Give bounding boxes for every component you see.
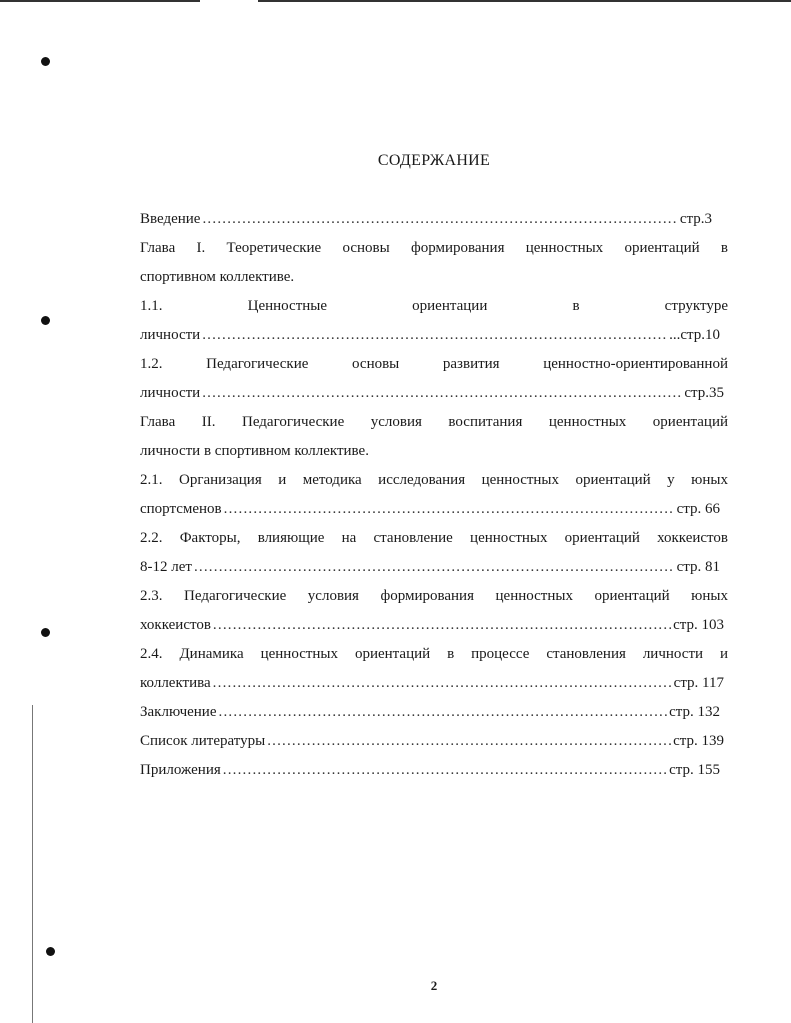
toc-section-1-2-line-1: 1.2. Педагогические основы развития ценностно-ориентированной xyxy=(140,356,728,372)
toc-label: хоккеистов xyxy=(140,617,211,633)
dot-leader xyxy=(202,321,667,350)
toc-label: Приложения xyxy=(140,762,221,778)
toc-section-1-1-line-1: 1.1. Ценностные ориентации в структуре xyxy=(140,298,728,314)
scan-edge-top-right xyxy=(258,0,791,2)
toc-section-2-3-line-2 xyxy=(140,611,728,640)
toc-page: стр. 117 xyxy=(673,675,724,691)
toc-section-2-2-line-1: 2.2. Факторы, влияющие на становление ценностных ориентаций хоккеистов xyxy=(140,530,728,546)
toc-label: Список литературы xyxy=(140,733,266,749)
toc-chapter-1-line-2: спортивном коллективе. xyxy=(140,269,295,285)
toc-entry-references xyxy=(140,727,728,756)
scan-edge-top-left xyxy=(0,0,200,2)
dot-leader xyxy=(213,669,672,698)
page-number: 2 xyxy=(430,978,438,993)
toc-section-2-4-line-2 xyxy=(140,669,728,698)
binder-hole-2 xyxy=(41,316,50,325)
binder-hole-1 xyxy=(41,57,50,66)
toc-page: стр. 103 xyxy=(673,617,724,633)
dot-leader xyxy=(213,611,671,640)
toc-label: 8-12 лет xyxy=(140,559,192,575)
toc-section-1-1-line-2 xyxy=(140,321,728,350)
toc-label: личности xyxy=(140,385,201,401)
toc-page: ...стр.10 xyxy=(669,327,720,343)
toc-label: Введение xyxy=(140,211,201,227)
toc-page: стр. 139 xyxy=(673,733,724,749)
binder-hole-4 xyxy=(46,947,55,956)
toc-label: личности xyxy=(140,327,201,343)
scan-edge-left xyxy=(32,705,33,1023)
toc-page: стр. 155 xyxy=(669,762,720,778)
toc-entry-appendices xyxy=(140,756,728,785)
toc-page: стр. 66 xyxy=(676,501,720,517)
toc-label: коллектива xyxy=(140,675,211,691)
dot-leader xyxy=(224,495,675,524)
toc-page: стр. 81 xyxy=(676,559,720,575)
toc-section-1-2-line-2 xyxy=(140,379,728,408)
table-of-contents xyxy=(140,205,728,785)
dot-leader xyxy=(202,379,682,408)
toc-chapter-2-line-1: Глава II. Педагогические условия воспитания ценностных ориентаций xyxy=(140,414,728,430)
toc-entry-conclusion xyxy=(140,698,728,727)
binder-hole-3 xyxy=(41,628,50,637)
dot-leader xyxy=(223,756,667,785)
dot-leader xyxy=(219,698,668,727)
toc-label: спортсменов xyxy=(140,501,222,517)
toc-section-2-3-line-1: 2.3. Педагогические условия формирования ценностных ориентаций юных xyxy=(140,588,728,604)
toc-page: стр. 132 xyxy=(669,704,720,720)
toc-section-2-1-line-1: 2.1. Организация и методика исследования ценностных ориентаций у юных xyxy=(140,472,728,488)
dot-leader xyxy=(194,553,675,582)
toc-section-2-1-line-2 xyxy=(140,495,728,524)
toc-section-2-4-line-1: 2.4. Динамика ценностных ориентаций в процессе становления личности и xyxy=(140,646,728,662)
toc-page: стр.3 xyxy=(679,211,712,227)
toc-entry-intro xyxy=(140,205,728,234)
page-title: СОДЕРЖАНИЕ xyxy=(377,152,491,169)
toc-label: Заключение xyxy=(140,704,217,720)
toc-section-2-2-line-2 xyxy=(140,553,728,582)
dot-leader xyxy=(202,205,677,234)
toc-chapter-2-line-2: личности в спортивном коллективе. xyxy=(140,443,369,459)
dot-leader xyxy=(267,727,671,756)
toc-chapter-1-line-1: Глава I. Теоретические основы формирования ценностных ориентаций в xyxy=(140,240,728,256)
toc-page: стр.35 xyxy=(684,385,724,401)
